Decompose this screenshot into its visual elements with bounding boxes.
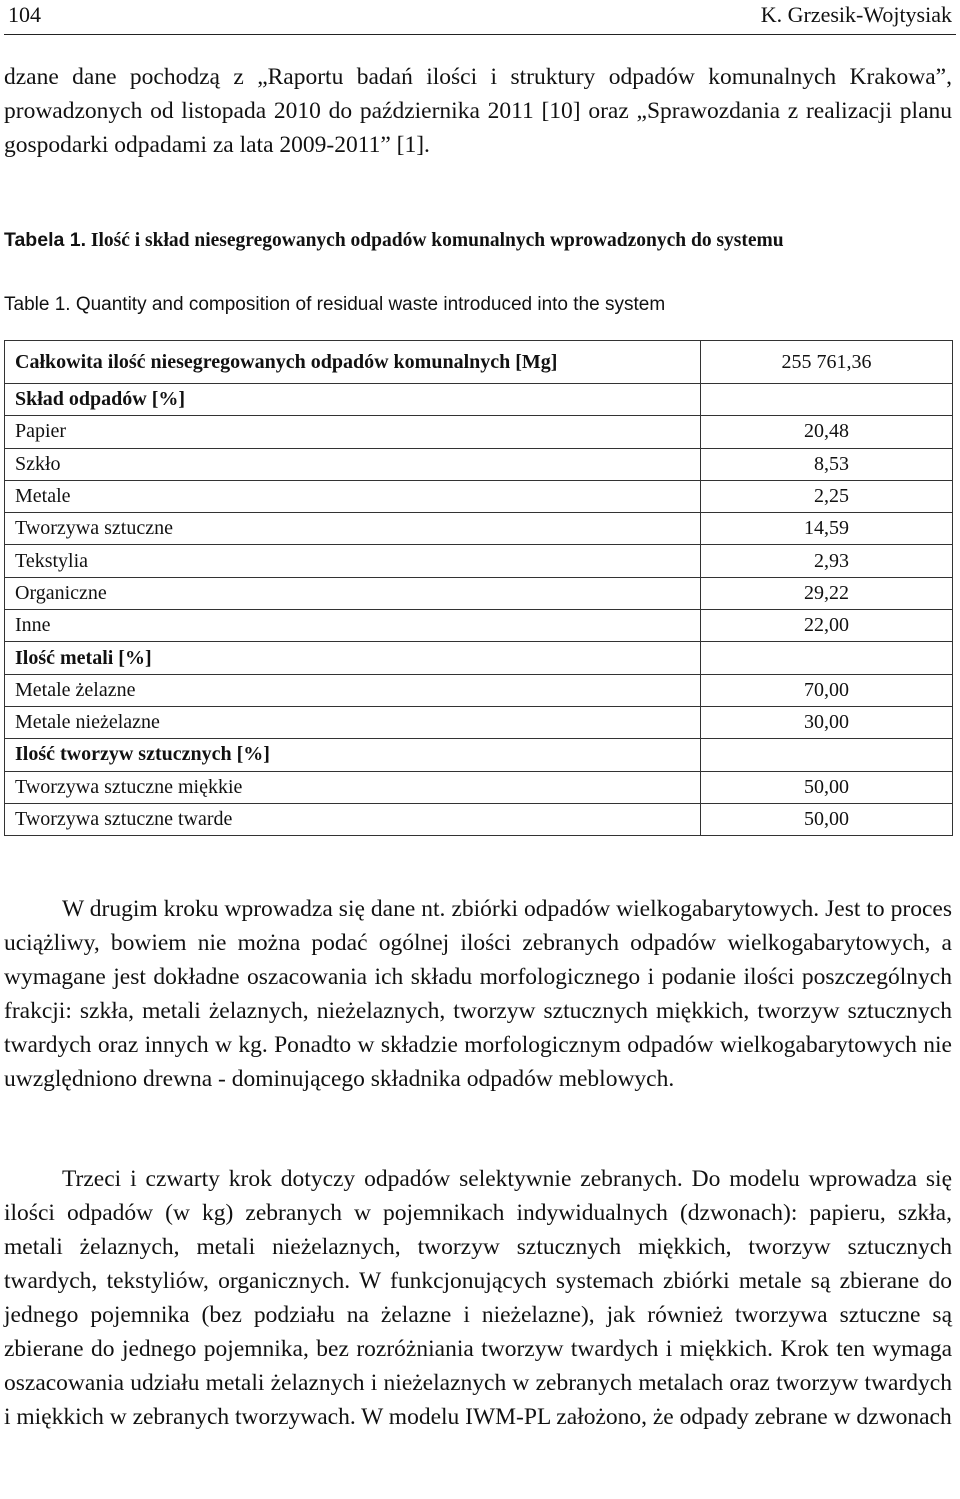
page-header bbox=[4, 0, 956, 35]
table-cell-value bbox=[701, 739, 953, 771]
table-row bbox=[5, 448, 953, 480]
table-row bbox=[5, 706, 953, 738]
table-caption-text: Ilość i skład niesegregowanych odpadów komunalnych wprowadzonych do systemu bbox=[90, 230, 784, 251]
table-cell-label: Ilość tworzyw sztucznych [%] bbox=[5, 739, 701, 771]
table-cell-value bbox=[701, 384, 953, 416]
table-cell-label: Inne bbox=[5, 610, 701, 642]
running-head-author: K. Grzesik-Wojtysiak bbox=[760, 2, 952, 27]
table-cell-label: Szkło bbox=[5, 448, 701, 480]
table-cell-value: 29,22 bbox=[701, 577, 953, 609]
body-paragraph-1-text: W drugim kroku wprowadza się dane nt. zbiórki odpadów wielkogabarytowych. Jest to proces uciążliwy, bowiem nie można podać ogólnej ilości zebranych odpadów wielkogabarytowych, a wymagane jest dokładne oszacowania ich składu morfologicznego i podanie ilości poszczególnych frakcji: szkła, metali żelaznych, nieżelaznych, tworzyw sztucznych miękkich, tworzyw sztucznych twardych oraz innych w kg. Ponadto w składzie morfologicznym odpadów wielkogabarytowych nie uwzględniono drewna - dominującego składnika odpadów meblowych. bbox=[4, 896, 952, 1092]
table-cell-label: Całkowita ilość niesegregowanych odpadów komunalnych [Mg] bbox=[5, 341, 701, 384]
body-paragraph-1 bbox=[4, 892, 952, 1096]
table-cell-label: Tekstylia bbox=[5, 545, 701, 577]
table-row bbox=[5, 803, 953, 835]
table-cell-label: Papier bbox=[5, 416, 701, 448]
intro-paragraph: dzane dane pochodzą z „Raportu badań ilości i struktury odpadów komunalnych Krakowa”, prowadzonych od listopada 2010 do października 2011 [10] oraz „Sprawozdania z realizacji planu gospodarki odpadami za lata 2009-2011” [1]. bbox=[4, 64, 952, 158]
table-cell-label: Tworzywa sztuczne twarde bbox=[5, 803, 701, 835]
table-cell-value: 50,00 bbox=[701, 803, 953, 835]
table-cell-value: 70,00 bbox=[701, 674, 953, 706]
table-row bbox=[5, 771, 953, 803]
table-caption-english: Table 1. Quantity and composition of residual waste introduced into the system bbox=[4, 294, 666, 315]
table-row bbox=[5, 610, 953, 642]
table-cell-value: 20,48 bbox=[701, 416, 953, 448]
table-cell-label: Ilość metali [%] bbox=[5, 642, 701, 674]
table-cell-value: 8,53 bbox=[701, 448, 953, 480]
table-cell-label: Metale żelazne bbox=[5, 674, 701, 706]
table-row bbox=[5, 545, 953, 577]
table-row bbox=[5, 642, 953, 674]
table-row bbox=[5, 739, 953, 771]
table-cell-value: 22,00 bbox=[701, 610, 953, 642]
table-cell-label: Metale bbox=[5, 480, 701, 512]
table-cell-label: Skład odpadów [%] bbox=[5, 384, 701, 416]
table-cell-label: Organiczne bbox=[5, 577, 701, 609]
table-cell-value: 30,00 bbox=[701, 706, 953, 738]
table-row bbox=[5, 480, 953, 512]
table-cell-value: 14,59 bbox=[701, 513, 953, 545]
body-paragraph-2-text: Trzeci i czwarty krok dotyczy odpadów selektywnie zebranych. Do modelu wprowadza się ilości odpadów (w kg) zebranych w pojemnikach indywidualnych (dzwonach): papieru, szkła, metali żelaznych, metali nieżelaznych, tworzyw sztucznych miękkich, tworzyw sztucznych twardych, tekstyliów, organicznych. W funkcjonujących systemach zbiórki metale są zbierane do jednego pojemnika (bez podziału na żelazne i nieżelazne), jak również tworzywa sztuczne są zbierane do jednego pojemnika, bez rozróżniania tworzyw twardych i miękkich. Krok ten wymaga oszacowania udziału metali żelaznych i nieżelaznych w zebranych metalach oraz tworzyw twardych i miękkich w zebranych tworzywach. W modelu IWM-PL założono, że odpady zebrane w dzwonach bbox=[4, 1166, 952, 1430]
page-number: 104 bbox=[8, 2, 41, 27]
table-row bbox=[5, 513, 953, 545]
table-row bbox=[5, 674, 953, 706]
table-caption-number: Tabela 1. bbox=[4, 229, 87, 251]
table-cell-value: 255 761,36 bbox=[701, 341, 953, 384]
table-cell-value: 50,00 bbox=[701, 771, 953, 803]
table-cell-value: 2,25 bbox=[701, 480, 953, 512]
table-row bbox=[5, 416, 953, 448]
table-cell-value bbox=[701, 642, 953, 674]
table-cell-label: Tworzywa sztuczne miękkie bbox=[5, 771, 701, 803]
body-paragraph-2 bbox=[4, 1162, 952, 1434]
table-row bbox=[5, 577, 953, 609]
table-cell-label: Metale nieżelazne bbox=[5, 706, 701, 738]
table-caption-polish bbox=[4, 226, 952, 255]
table-cell-label: Tworzywa sztuczne bbox=[5, 513, 701, 545]
table-row bbox=[5, 384, 953, 416]
table-cell-value: 2,93 bbox=[701, 545, 953, 577]
table-row bbox=[5, 341, 953, 384]
waste-composition-table bbox=[4, 340, 953, 836]
